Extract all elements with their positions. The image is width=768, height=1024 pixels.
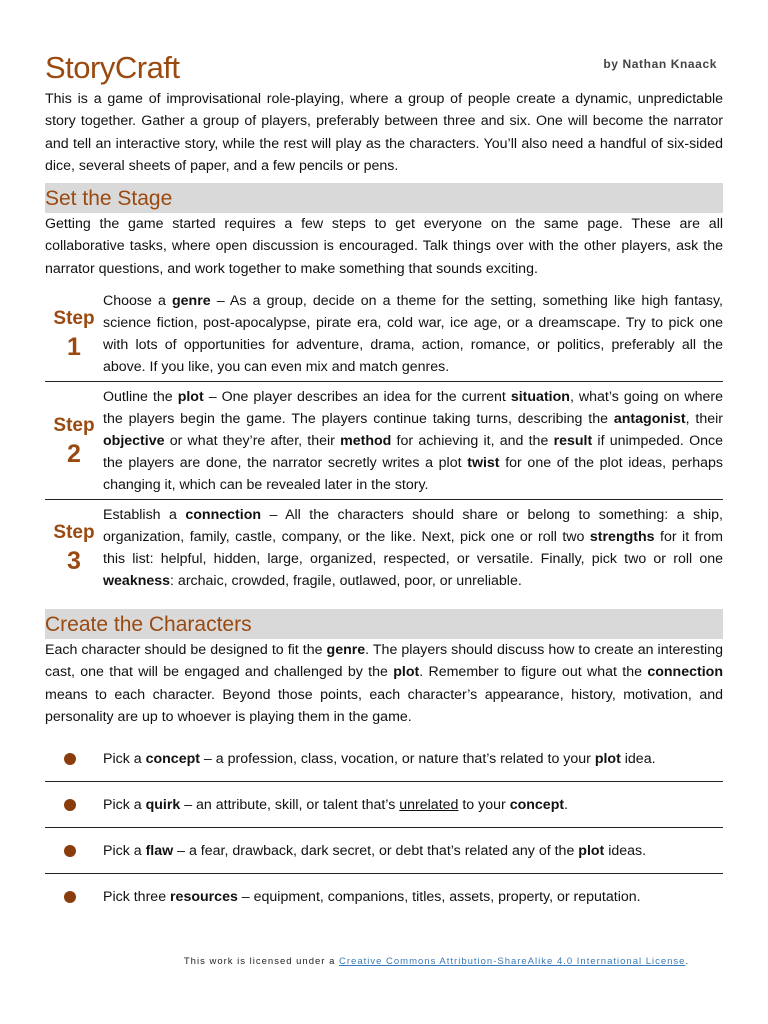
character-bullet-list — [45, 736, 723, 919]
step-description: Establish a connection – All the characters should share or belong to something: a ship, organization, family, castle, company, or the like. Next, pick one or roll two strengths for it from this list: helpful, hidden, large, organized, respected, or versatile. Finally, pick two or roll one weakness: archaic, crowded, fragile, outlawed, poor, or unreliable. — [103, 507, 723, 590]
bullet-dot-icon — [64, 799, 76, 811]
keyword: genre — [326, 642, 366, 659]
keyword: concept — [145, 750, 200, 767]
keyword: flaw — [145, 842, 174, 859]
license-prefix: This work is licensed under a — [183, 956, 340, 967]
document-title: StoryCraft — [45, 50, 180, 85]
step-label — [45, 386, 103, 496]
license-link[interactable]: Creative Commons Attribution-ShareAlike 4.0 International License — [339, 956, 686, 967]
section-heading-label: Create the Characters — [45, 613, 252, 637]
keyword: twist — [467, 455, 500, 472]
step-word: Step — [53, 308, 95, 330]
step-number: 3 — [67, 547, 81, 576]
section-heading-set-the-stage — [45, 183, 723, 213]
step-word: Step — [53, 415, 95, 437]
steps-list — [45, 286, 723, 595]
license-footer — [0, 956, 768, 967]
keyword: strengths — [589, 529, 655, 546]
list-item-text: Pick a flaw – a fear, drawback, dark secret, or debt that’s related any of the plot ideas. — [103, 842, 647, 859]
keyword: genre — [171, 293, 211, 310]
list-item-text: Pick a concept – a profession, class, vocation, or nature that’s related to your plot idea. — [103, 750, 656, 767]
title-row — [45, 50, 723, 88]
create-characters-paragraph: Each character should be designed to fit the genre. The players should discuss how to create an interesting cast, one that will be engaged and challenged by the plot. Remember to figure out what the connection means to each character. Beyond those points, each character’s appearance, history, motivation, and personality are up to whoever is playing them in the game. — [45, 642, 723, 725]
keyword: situation — [510, 389, 570, 406]
document-page — [45, 50, 723, 919]
keyword: quirk — [145, 796, 181, 813]
keyword: concept — [509, 796, 565, 813]
keyword: resources — [170, 888, 238, 905]
step-row — [45, 500, 723, 595]
section-heading-label: Set the Stage — [45, 187, 173, 211]
step-row — [45, 286, 723, 382]
intro-paragraph: This is a game of improvisational role-playing, where a group of people create a dynamic, unpredictable story together. Gather a group of players, preferably between three and six. One will become the narrator and tell an interactive story, while the rest will play as the characters. You’ll also need a handful of six-sided dice, several sheets of paper, and a few pencils or pens. — [45, 91, 723, 174]
author-byline: by Nathan Knaack — [603, 57, 717, 71]
list-item-text: Pick a quirk – an attribute, skill, or talent that’s unrelated to your concept. — [103, 796, 569, 813]
step-description: Choose a genre – As a group, decide on a theme for the setting, something like high fantasy, science fiction, post-apocalypse, pirate era, cold war, ice age, or a dreamscape. Try to pick one with lots of opportunities for adventure, drama, action, romance, or politics, preferably all the above. If you like, you can even mix and match genres. — [103, 293, 723, 376]
step-label — [45, 290, 103, 378]
list-item — [45, 874, 723, 919]
step-row — [45, 382, 723, 500]
section-heading-create-characters — [45, 609, 723, 639]
set-the-stage-paragraph: Getting the game started requires a few steps to get everyone on the same page. These are all collaborative tasks, where open discussion is encouraged. Talk things over with the other players, ask the narrator questions, and work together to make something that sounds exciting. — [45, 216, 723, 277]
keyword: connection — [185, 507, 262, 524]
keyword: result — [553, 433, 593, 450]
keyword: method — [340, 433, 392, 450]
underlined-word: unrelated — [399, 796, 459, 813]
keyword: plot — [578, 842, 605, 859]
keyword: antagonist — [613, 411, 686, 428]
list-item — [45, 828, 723, 874]
step-word: Step — [53, 522, 95, 544]
bullet-dot-icon — [64, 753, 76, 765]
keyword: plot — [393, 664, 420, 681]
keyword: objective — [103, 433, 165, 450]
keyword: plot — [594, 750, 621, 767]
keyword: connection — [647, 664, 723, 681]
list-item — [45, 782, 723, 828]
step-number: 2 — [67, 440, 81, 469]
step-number: 1 — [67, 333, 81, 362]
step-label — [45, 504, 103, 592]
keyword: weakness — [103, 573, 171, 590]
list-item-text: Pick three resources – equipment, companions, titles, assets, property, or reputation. — [103, 888, 641, 905]
bullet-dot-icon — [64, 845, 76, 857]
list-item — [45, 736, 723, 782]
bullet-dot-icon — [64, 891, 76, 903]
step-description: Outline the plot – One player describes an idea for the current situation, what’s going on where the players begin the game. The players continue taking turns, describing the antagonist, their objective or what they’re after, their method for achieving it, and the result if unimpeded. Once the players are done, the narrator secretly writes a plot twist for one of the plot ideas, perhaps changing it, which can be revealed later in the story. — [103, 389, 723, 494]
keyword: plot — [177, 389, 204, 406]
license-suffix: . — [685, 956, 690, 967]
